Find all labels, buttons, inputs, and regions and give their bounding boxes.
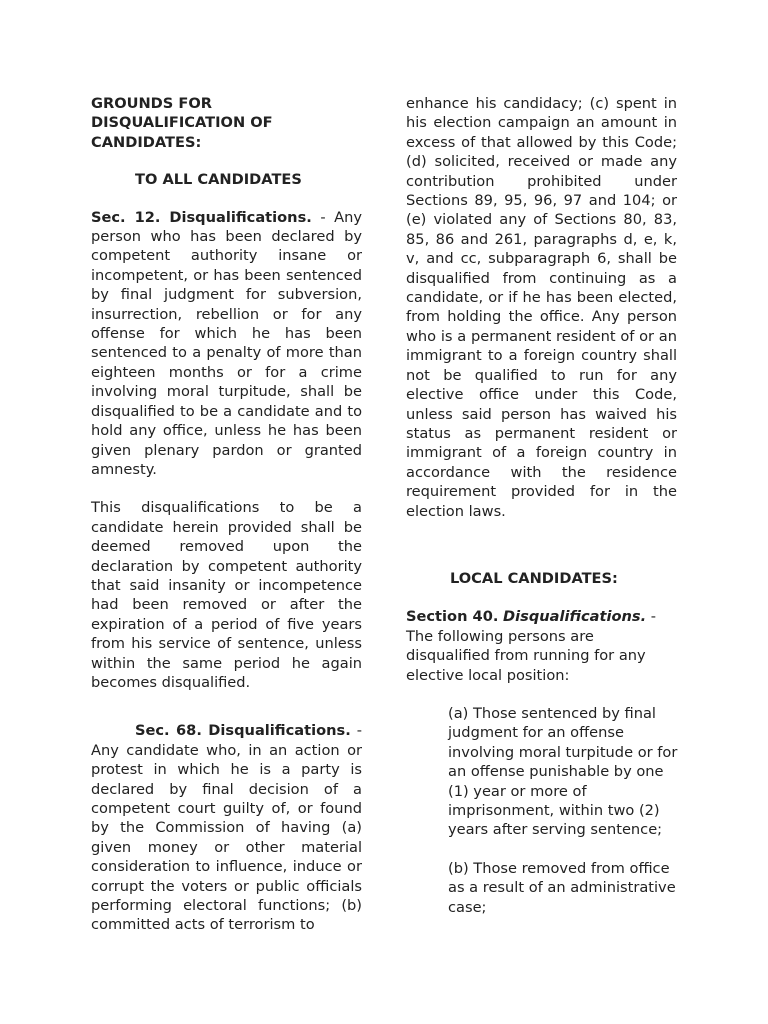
sec12-paragraph <box>91 208 362 480</box>
sec12-heading: Sec. 12. Disqualifications. <box>91 208 312 226</box>
left-column <box>91 0 362 935</box>
document-title: GROUNDS FOR DISQUALIFICATION OF CANDIDATES: <box>91 95 273 151</box>
local-heading-text: LOCAL CANDIDATES <box>450 569 613 587</box>
sec68-body: - Any candidate who, in an action or protest in which he is a party is declared by final decision of a competent court guilty of, or found by the Commission of having (a) given money or other material consideration to influence, induce or corrupt the voters or public officials performing electoral functions; (b) committed acts of terrorism to <box>91 722 362 934</box>
disqualification-list <box>448 704 684 917</box>
local-heading-colon: : <box>612 569 618 587</box>
list-item: (b) Those removed from office as a result of an administrative case; <box>448 859 676 916</box>
sec40-paragraph <box>406 607 677 685</box>
sec68-heading: Sec. 68. Disqualifications. <box>135 722 351 740</box>
sec40-italic-heading: Disqualifications. <box>503 608 647 626</box>
sec40-body: - The following persons are disqualified from running for any elective local position: <box>406 608 657 684</box>
sec12-body: - Any person who has been declared by competent authority insane or incompetent, or has been sentenced by final judgment for subversion, insurrection, rebellion or for any offense for which he has been sentenced to a penalty of more than eighteen months or for a crime involving moral turpitude, shall be disqualified to be a candidate and to hold any office, unless he has been given plenary pardon or granted amnesty. <box>91 208 362 478</box>
sec40-label: Section 40. <box>406 608 499 626</box>
section-subtitle: TO ALL CANDIDATES <box>135 171 302 189</box>
right-column <box>406 0 677 917</box>
sec68-paragraph <box>91 721 362 934</box>
list-item: (a) Those sentenced by final judgment for an offense involving moral turpitude or for an offense punishable by one (1) year or more of imprisonment, within two (2) years after serving sentence; <box>448 704 678 839</box>
removal-paragraph: This disqualifications to be a candidate herein provided shall be deemed removed upon the declaration by competent authority that said insanity or incompetence had been removed or after the expiration of a period of five years from his service of sentence, unless within the same period he again becomes disqualified. <box>91 499 362 691</box>
sec68-continuation: enhance his candidacy; (c) spent in his election campaign an amount in excess of that allowed by this Code; (d) solicited, received or made any contribution prohibited under Sections 89, 95, 96, 97 and 104; or (e) violated any of Sections 80, 83, 85, 86 and 261, paragraphs d, e, k, v, and cc, subparagraph 6, shall be disqualified from continuing as a candidate, or if he has been elected, from holding the office. Any person who is a permanent resident of or an immigrant to a foreign country shall not be qualified to run for any elective office under this Code, unless said person has waived his status as permanent resident or immigrant of a foreign country in accordance with the residence requirement provided for in the election laws. <box>406 95 677 520</box>
local-candidates-heading <box>406 569 677 588</box>
